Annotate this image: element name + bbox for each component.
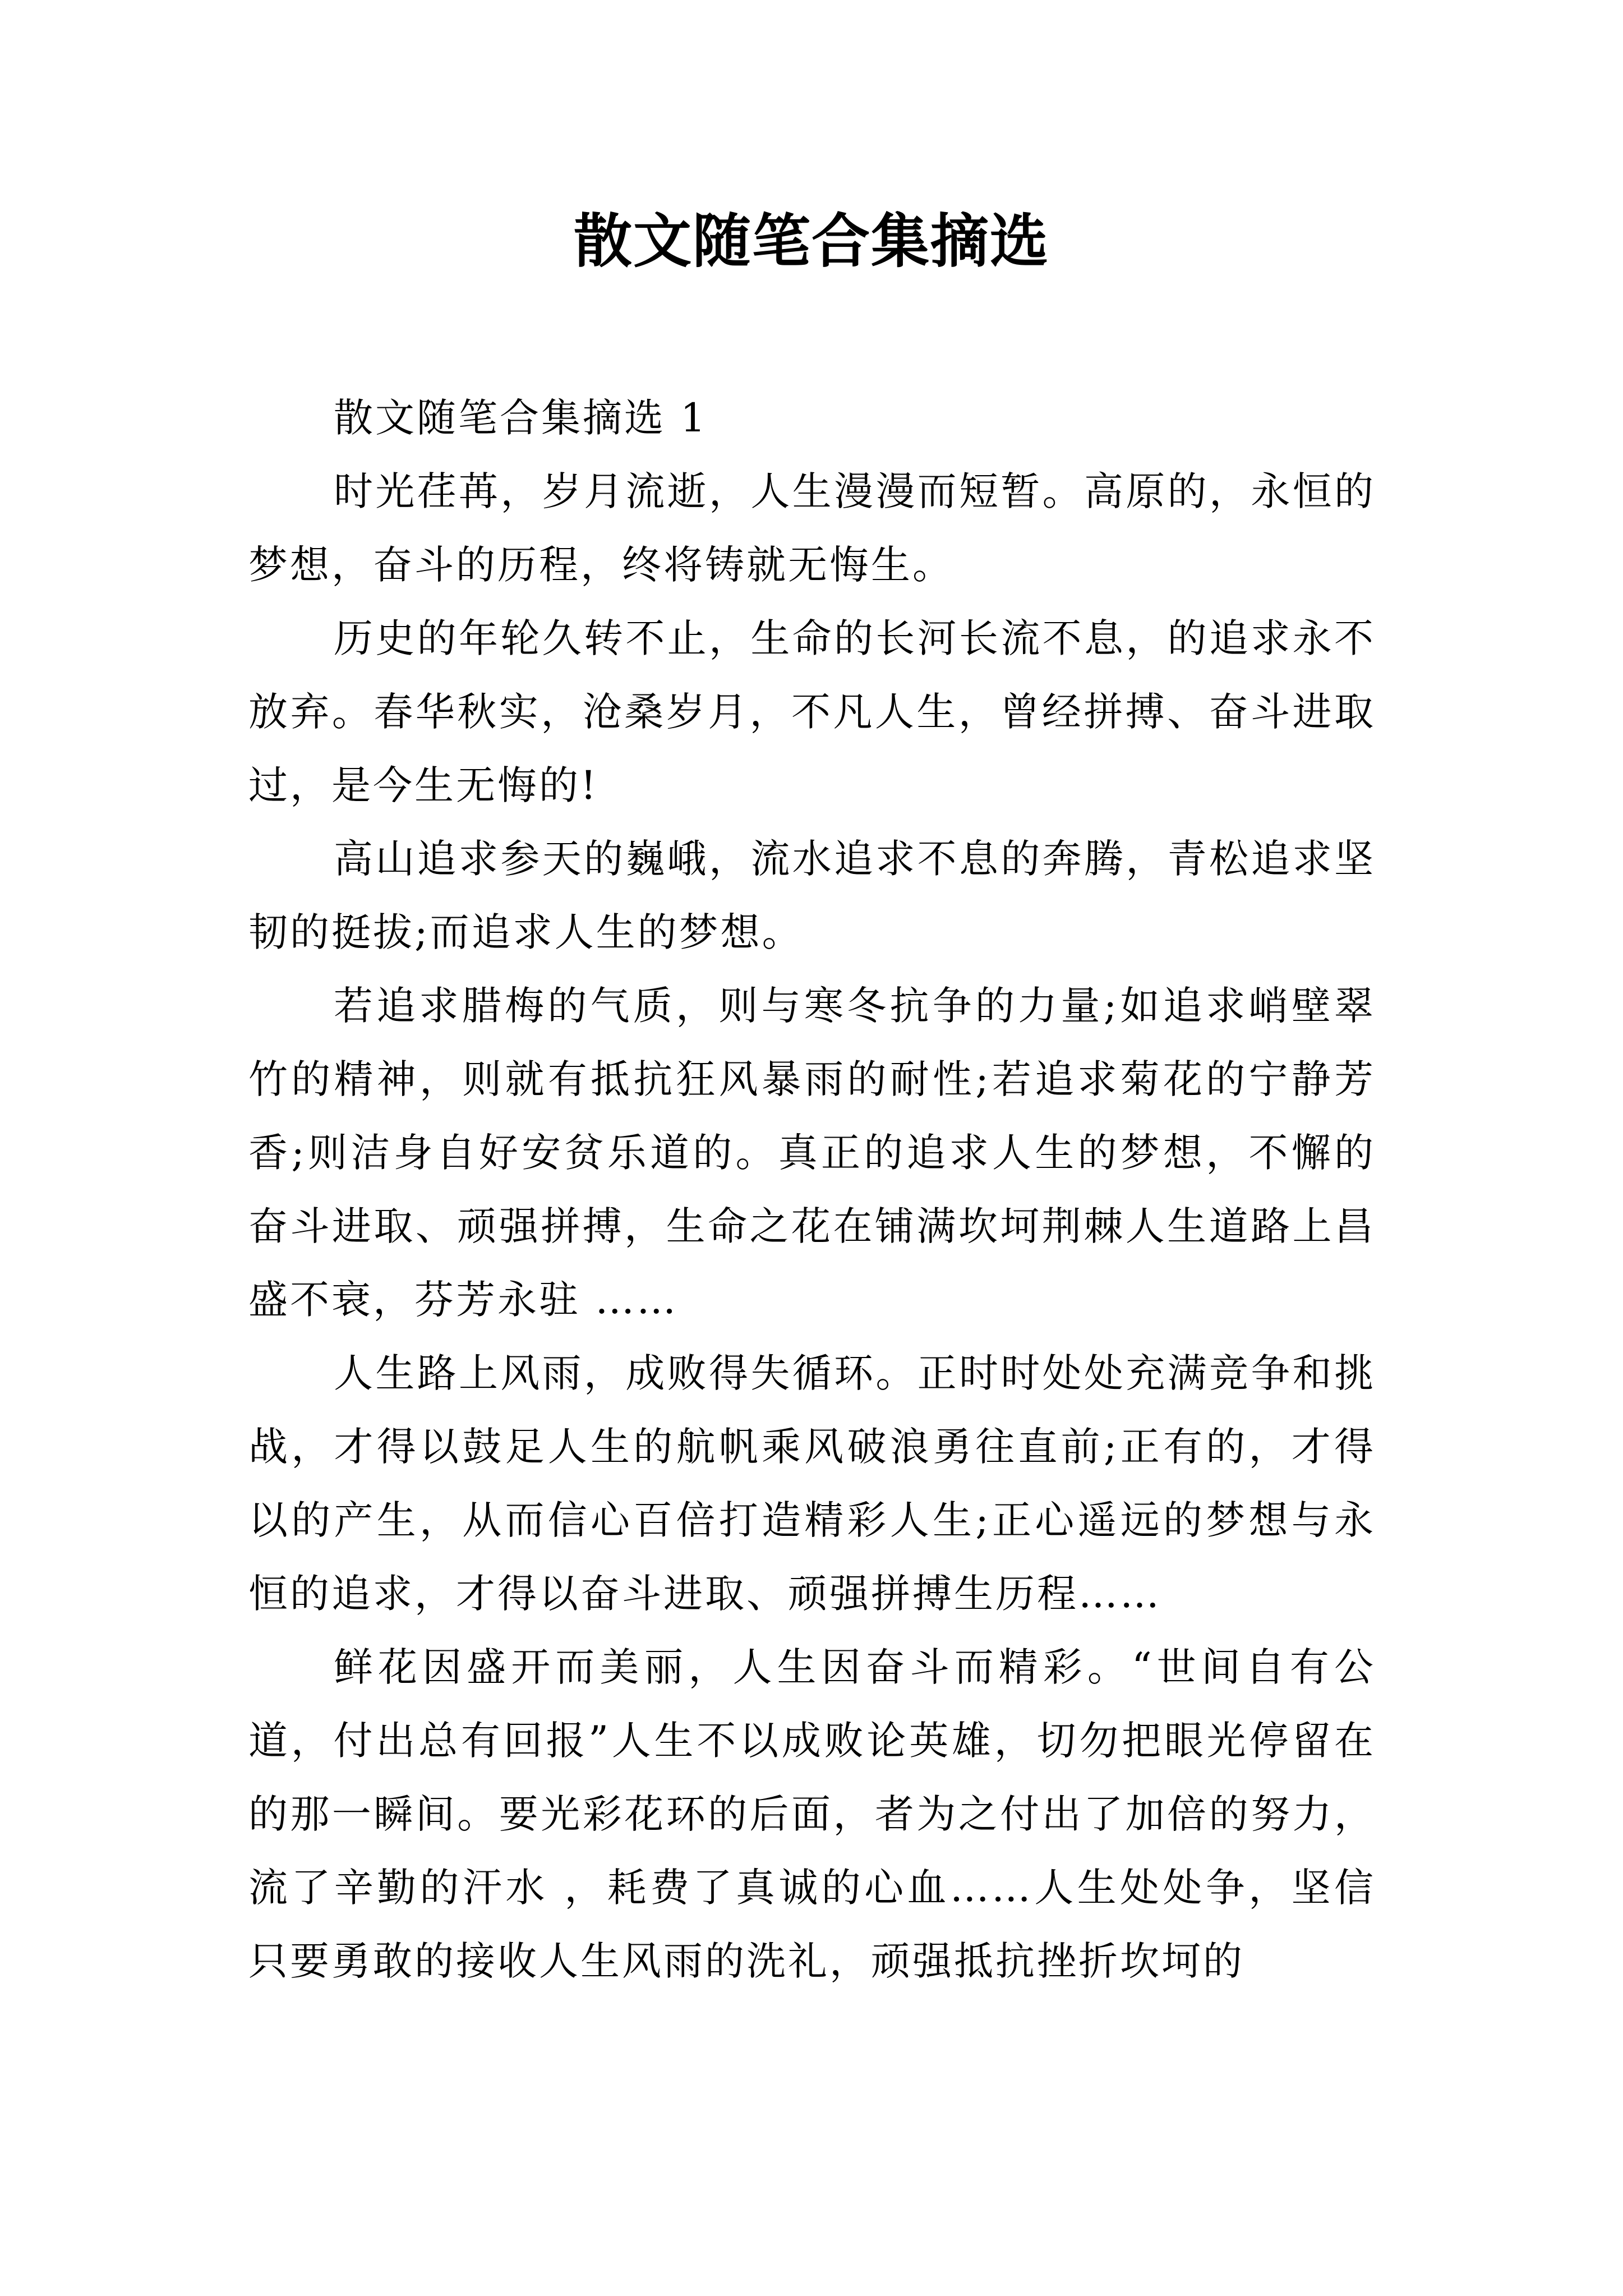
document-title: 散文随笔合集摘选 bbox=[573, 206, 1049, 275]
paragraph: 时光荏苒，岁月流逝，人生漫漫而短暂。高原的，永恒的梦想，奋斗的历程，终将铸就无悔生。 bbox=[248, 468, 1376, 588]
paragraph: 若追求腊梅的气质，则与寒冬抗争的力量;如追求峭壁翠竹的精神，则就有抵抗狂风暴雨的耐性;若追求菊花的宁静芳香;则洁身自好安贫乐道的。真正的追求人生的梦想，不懈的奋斗进取、顽强拼搏，生命之花在铺满坎坷荆棘人生道路上昌盛不衰，芬芳永驻 …… bbox=[248, 983, 1376, 1323]
paragraph: 历史的年轮久转不止，生命的长河长流不息，的追求永不放弃。春华秋实，沧桑岁月，不凡人生，曾经拼搏、奋斗进取过，是今生无悔的! bbox=[248, 615, 1376, 808]
paragraph: 鲜花因盛开而美丽，人生因奋斗而精彩。“世间自有公道，付出总有回报”人生不以成败论英雄，切勿把眼光停留在的那一瞬间。要光彩花环的后面，者为之付出了加倍的努力，流了辛勤的汗水 ，耗费了真诚的心血……人生处处争，坚信只要勇敢的接收人生风雨的洗礼，顽强抵抗挫折坎坷的 bbox=[248, 1644, 1376, 1984]
paragraph: 人生路上风雨，成败得失循环。正时时处处充满竞争和挑战，才得以鼓足人生的航帆乘风破浪勇往直前;正有的，才得以的产生，从而信心百倍打造精彩人生;正心遥远的梦想与永恒的追求，才得以奋斗进取、顽强拼搏生历程…… bbox=[248, 1350, 1376, 1617]
paragraph-section-heading: 散文随笔合集摘选 1 bbox=[334, 395, 708, 441]
paragraph: 高山追求参天的巍峨，流水追求不息的奔腾，青松追求坚韧的挺拔;而追求人生的梦想。 bbox=[248, 836, 1376, 955]
document-body bbox=[248, 381, 1376, 1998]
